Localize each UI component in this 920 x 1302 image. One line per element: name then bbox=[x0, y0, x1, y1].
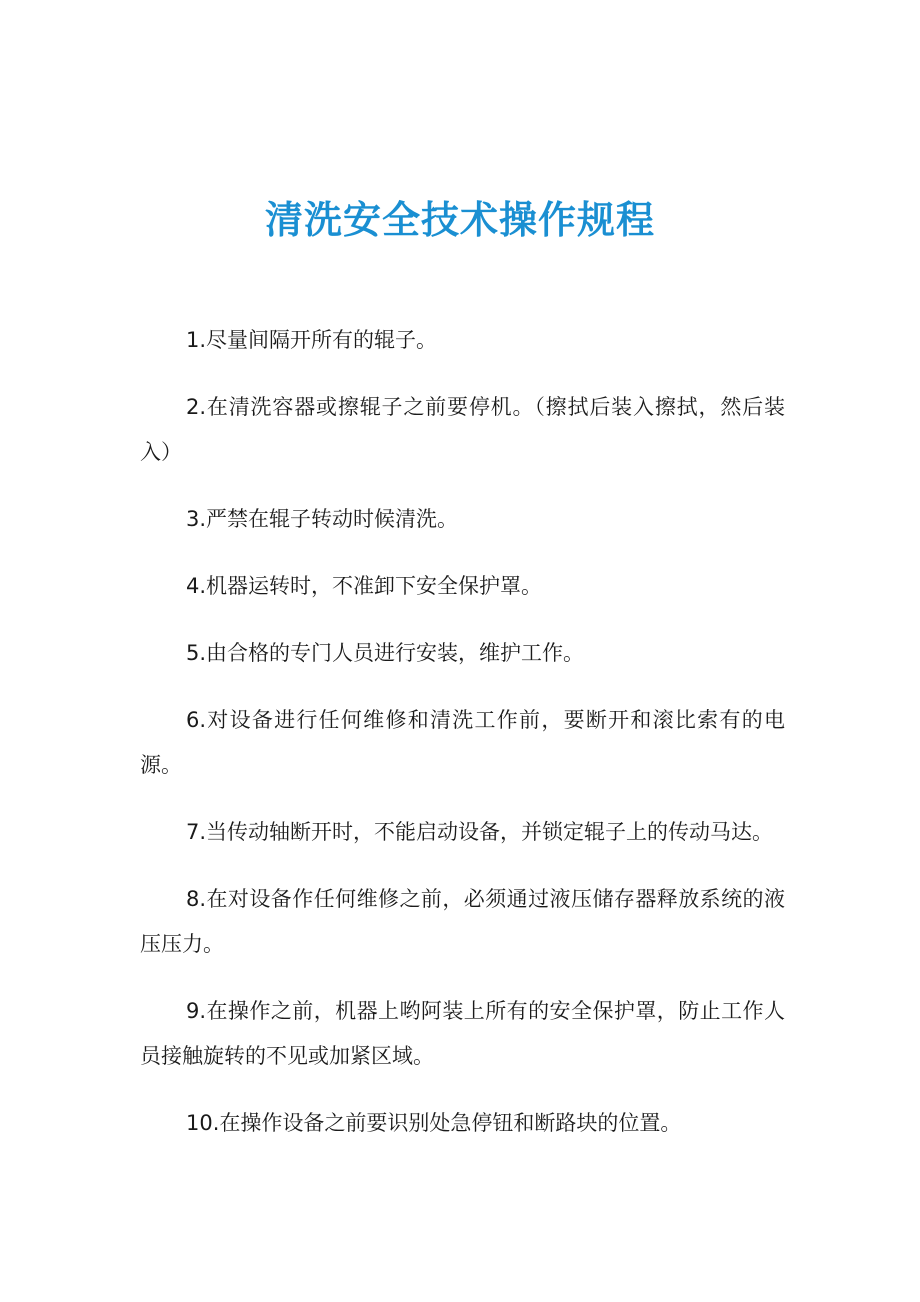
rule-item: 7.当传动轴断开时，不能启动设备，并锁定辊子上的传动马达。 bbox=[186, 820, 774, 844]
rule-item: 3.严禁在辊子转动时候清洗。 bbox=[186, 507, 459, 531]
rules-list bbox=[140, 318, 785, 1168]
rule-item: 10.在操作设备之前要识别处急停钮和断路块的位置。 bbox=[186, 1111, 682, 1135]
rule-item: 8.在对设备作任何维修之前，必须通过液压储存器释放系统的液压压力。 bbox=[140, 887, 785, 956]
document-title: 清洗安全技术操作规程 bbox=[264, 198, 655, 242]
rule-item: 4.机器运转时，不准卸下安全保护罩。 bbox=[186, 574, 543, 598]
rule-item: 5.由合格的专门人员进行安装，维护工作。 bbox=[186, 641, 585, 665]
rule-item: 6.对设备进行任何维修和清洗工作前，要断开和滚比索有的电源。 bbox=[140, 708, 785, 777]
rule-item: 9.在操作之前，机器上哟阿装上所有的安全保护罩，防止工作人员接触旋转的不见或加紧区域。 bbox=[140, 999, 785, 1068]
rule-item: 1.尽量间隔开所有的辊子。 bbox=[186, 328, 438, 352]
rule-item: 2.在清洗容器或擦辊子之前要停机。（擦拭后装入擦拭，然后装入） bbox=[140, 395, 785, 464]
